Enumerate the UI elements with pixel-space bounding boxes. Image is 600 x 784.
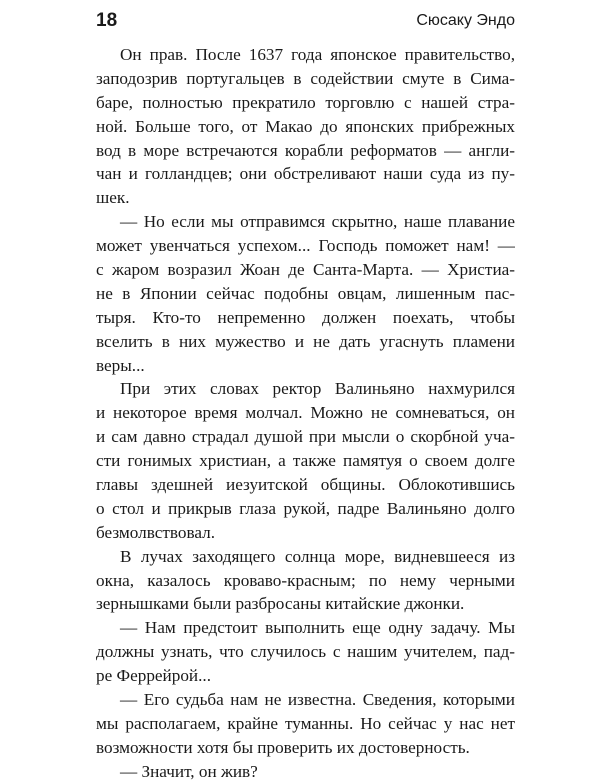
text-line: заподозрив португальцев в содействии смуте в Сима- [96, 68, 515, 88]
text-line: — Его судьба нам не известна. Сведения, которыми [120, 690, 515, 710]
text-line: не в Японии сейчас подобны овцам, лишенным пас- [96, 283, 515, 303]
paragraph [96, 210, 515, 377]
paragraph [96, 43, 515, 210]
text-line: При этих словах ректор Валиньяно нахмурился [120, 379, 515, 399]
text-line: вод в море встречаются корабли реформатов — англи- [96, 140, 515, 160]
text-line: о стол и прикрыв глаза рукой, падре Валиньяно долго [96, 498, 515, 518]
text-line: — Значит, он жив? [120, 761, 258, 781]
text-line: должны узнать, что случилось с нашим учителем, пад- [96, 642, 515, 662]
text-line: главы здешней иезуитской общины. Облокотившись [96, 475, 515, 495]
text-line: шек. [96, 188, 130, 208]
text-line: баре, полностью прекратило торговлю с нашей стра- [96, 92, 515, 112]
text-line: — Но если мы отправимся скрытно, наше плавание [120, 212, 515, 232]
text-line: Он прав. После 1637 года японское правительство, [120, 45, 515, 64]
text-line: окна, казалось кроваво-красным; по нему черными [96, 570, 515, 590]
paragraph [96, 616, 515, 688]
text-line: ре Феррейрой... [96, 666, 212, 686]
text-line: В лучах заходящего солнца море, видневшееся из [120, 546, 515, 566]
text-line: тыря. Кто-то непременно должен поехать, чтобы [96, 307, 515, 327]
paragraph [96, 688, 515, 760]
paragraph [96, 760, 515, 784]
text-line: сти гонимых христиан, а также памятуя о своем долге [96, 451, 515, 471]
text-line: и некоторое время молчал. Можно не сомневаться, он [96, 403, 515, 423]
text-line: вселить в них мужество и не дать угаснуть пламени [96, 331, 515, 351]
text-line: веры... [96, 355, 145, 375]
paragraph [96, 377, 515, 544]
text-line: с жаром возразил Жоан де Санта-Марта. — Христиа- [96, 260, 515, 280]
book-text-body [96, 43, 515, 784]
page-number: 18 [96, 10, 118, 31]
text-line: зернышками были разбросаны китайские джонки. [96, 594, 465, 614]
text-line: мы располагаем, крайне туманны. Но сейчас у нас нет [96, 713, 515, 733]
page-header [0, 0, 600, 40]
paragraph [96, 545, 515, 617]
text-line: и сам давно страдал душой при мысли о скорбной уча- [96, 427, 515, 447]
text-line: чан и голландцев; они обстреливают наши суда из пу- [96, 164, 515, 184]
text-line: безмолвствовал. [96, 522, 216, 542]
text-line: — Нам предстоит выполнить еще одну задачу. Мы [120, 618, 515, 638]
text-line: может увенчаться успехом... Господь поможет нам! — [96, 236, 515, 256]
text-line: ной. Больше того, от Макао до японских прибрежных [96, 116, 515, 136]
running-head-author: Сюсаку Эндо [416, 12, 515, 29]
text-line: возможности хотя бы проверить их достоверность. [96, 737, 470, 757]
